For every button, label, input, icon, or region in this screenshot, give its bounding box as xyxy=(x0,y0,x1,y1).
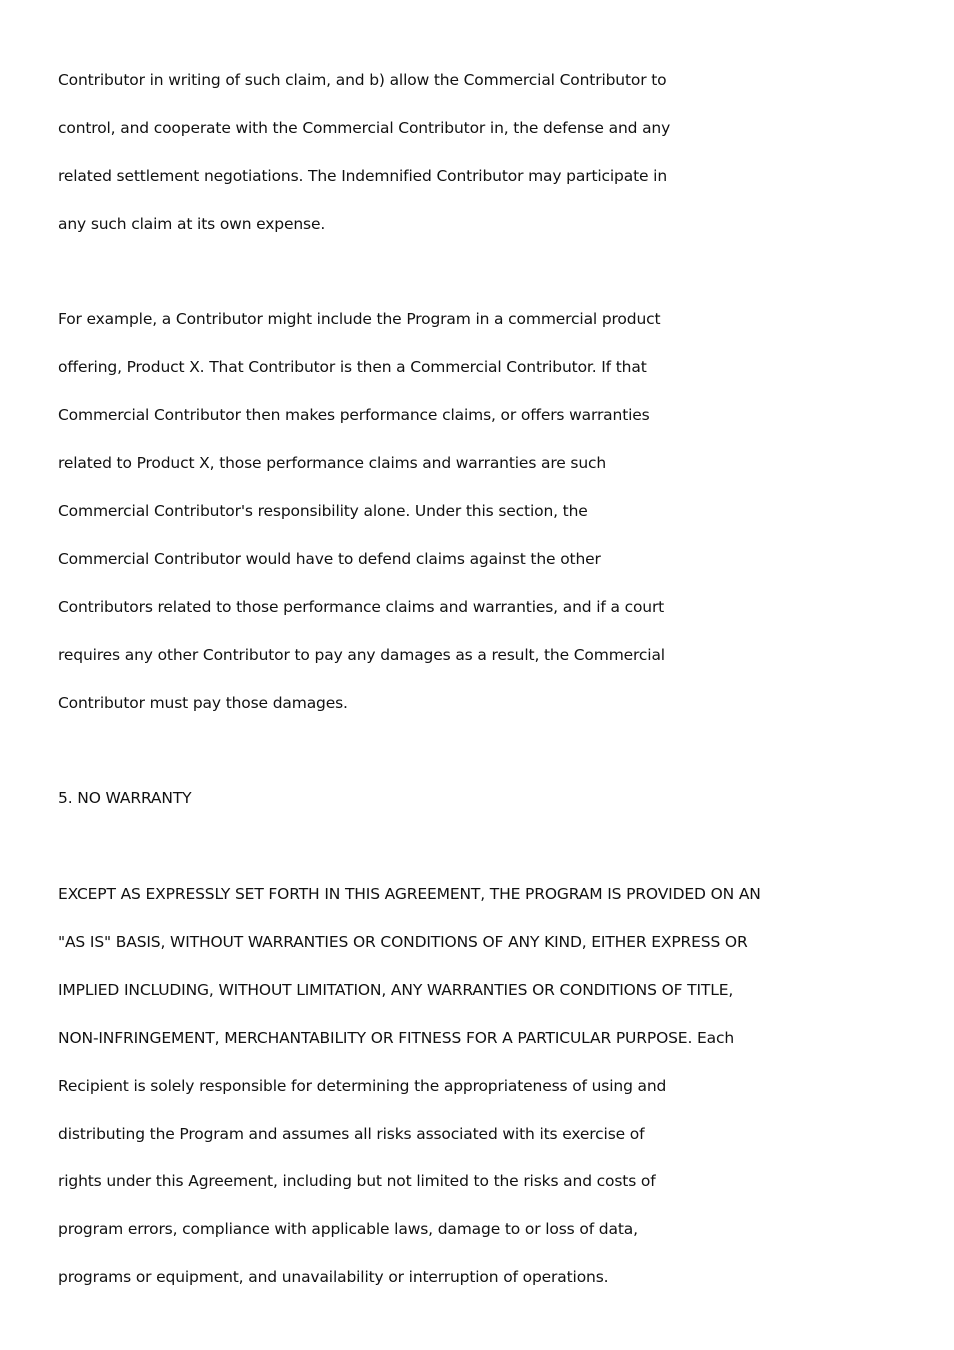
text-line: distributing the Program and assumes all risks associated with its exercise of xyxy=(58,1124,645,1143)
paragraph-indemnification-procedure xyxy=(58,57,938,249)
paragraph-spacer xyxy=(58,249,938,297)
text-line: Contributors related to those performance claims and warranties, and if a court xyxy=(58,597,665,616)
document-page xyxy=(58,57,938,1302)
text-line: requires any other Contributor to pay any damages as a result, the Commercial xyxy=(58,645,665,664)
text-line: Contributor must pay those damages. xyxy=(58,693,348,712)
text-line: Commercial Contributor would have to defend claims against the other xyxy=(58,549,601,568)
text-line: program errors, compliance with applicable laws, damage to or loss of data, xyxy=(58,1220,638,1239)
paragraph-spacer xyxy=(58,727,938,775)
text-line: For example, a Contributor might include the Program in a commercial product xyxy=(58,310,661,329)
paragraph-no-warranty xyxy=(58,871,938,1302)
text-line: rights under this Agreement, including but not limited to the risks and costs of xyxy=(58,1172,656,1191)
text-line: offering, Product X. That Contributor is then a Commercial Contributor. If that xyxy=(58,358,647,377)
text-line: control, and cooperate with the Commercial Contributor in, the defense and any xyxy=(58,118,671,137)
paragraph-example xyxy=(58,296,938,727)
text-line: EXCEPT AS EXPRESSLY SET FORTH IN THIS AGREEMENT, THE PROGRAM IS PROVIDED ON AN xyxy=(58,885,761,904)
text-line: IMPLIED INCLUDING, WITHOUT LIMITATION, ANY WARRANTIES OR CONDITIONS OF TITLE, xyxy=(58,980,734,999)
text-line: programs or equipment, and unavailability or interruption of operations. xyxy=(58,1268,609,1287)
text-line: Commercial Contributor then makes performance claims, or offers warranties xyxy=(58,406,650,425)
text-line: NON-INFRINGEMENT, MERCHANTABILITY OR FITNESS FOR A PARTICULAR PURPOSE. Each xyxy=(58,1028,735,1047)
text-line: any such claim at its own expense. xyxy=(58,214,326,233)
text-line: "AS IS" BASIS, WITHOUT WARRANTIES OR CONDITIONS OF ANY KIND, EITHER EXPRESS OR xyxy=(58,933,748,952)
text-line: related to Product X, those performance claims and warranties are such xyxy=(58,454,607,473)
text-line: related settlement negotiations. The Indemnified Contributor may participate in xyxy=(58,166,668,185)
text-line: Contributor in writing of such claim, and b) allow the Commercial Contributor to xyxy=(58,71,667,89)
text-line: Recipient is solely responsible for determining the appropriateness of using and xyxy=(58,1076,667,1095)
text-line: Commercial Contributor's responsibility alone. Under this section, the xyxy=(58,502,588,521)
paragraph-spacer xyxy=(58,823,938,871)
section-heading: 5. NO WARRANTY xyxy=(58,789,192,808)
